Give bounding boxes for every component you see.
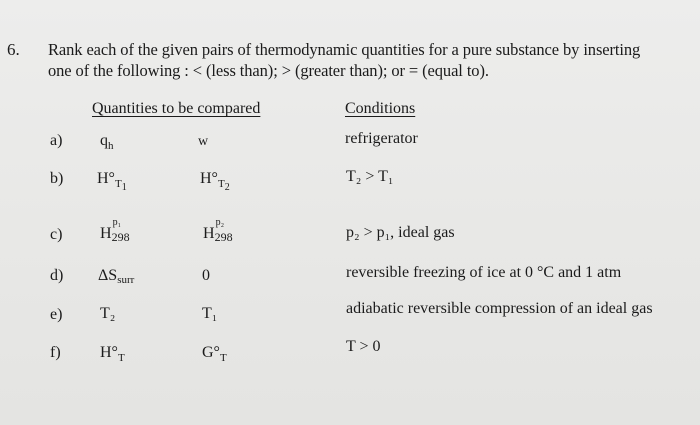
row-f-left-symbol: H° — [100, 344, 118, 361]
question-number: 6. — [7, 40, 20, 59]
row-label-a: a) — [50, 132, 63, 149]
row-label-c: c) — [50, 226, 63, 243]
row-d-right-quantity: 0 — [202, 267, 210, 284]
row-f-right-subscript: T — [219, 352, 227, 364]
row-f-condition: T > 0 — [346, 338, 381, 355]
row-c-left-subscript: 298 — [111, 230, 130, 244]
row-label-b: b) — [50, 170, 64, 187]
row-c-right-superscript: p₂ — [215, 217, 225, 228]
row-a-left-subscript: h — [108, 140, 114, 152]
row-b-right-symbol: H° — [200, 170, 218, 187]
row-d-left-quantity — [98, 267, 134, 286]
row-c-left-quantity — [100, 217, 142, 244]
row-label-f: f) — [50, 344, 61, 361]
row-a-left-symbol: q — [100, 132, 108, 149]
row-b-right-subscript: T — [217, 178, 225, 190]
quantities-header: Quantities to be compared — [92, 100, 261, 117]
row-b-left-quantity — [97, 170, 127, 193]
row-c-right-symbol: H — [203, 225, 215, 242]
row-e-condition: adiabatic reversible compression of an ideal gas — [346, 300, 653, 317]
row-b-left-symbol: H° — [97, 170, 115, 187]
row-f-right-quantity — [202, 344, 227, 364]
row-b-left-subscript-index: 1 — [121, 182, 127, 193]
row-f-right-symbol: G° — [202, 344, 220, 361]
row-label-e: e) — [50, 306, 63, 323]
row-c-left-symbol: H — [100, 225, 112, 242]
row-b-right-subscript-index: 2 — [224, 182, 230, 193]
row-c-left-superscript: p₁ — [112, 217, 122, 228]
row-a-right-quantity: w — [198, 134, 209, 149]
row-f-left-subscript: T — [117, 352, 125, 364]
row-b-condition: T₂ > T₁ — [346, 168, 394, 185]
row-c-right-subscript: 298 — [214, 230, 233, 244]
row-a-condition: refrigerator — [345, 130, 418, 147]
row-c-condition: p₂ > p₁, ideal gas — [346, 224, 455, 241]
conditions-header: Conditions — [345, 100, 416, 117]
row-b-right-quantity — [200, 170, 230, 193]
row-b-left-subscript: T — [114, 178, 122, 190]
row-d-left-symbol: ΔS — [98, 267, 118, 284]
question-text-line-1: Rank each of the given pairs of thermodynamic quantities for a pure substance by inserting — [48, 40, 641, 59]
row-f-left-quantity — [100, 344, 125, 364]
row-c-right-quantity — [203, 217, 245, 244]
row-e-left-quantity: T₂ — [100, 305, 116, 322]
question-text-line-2: one of the following : < (less than); > (greater than); or = (equal to). — [48, 61, 489, 80]
row-d-condition: reversible freezing of ice at 0 °C and 1 atm — [346, 264, 622, 281]
row-e-right-quantity: T₁ — [202, 305, 218, 322]
row-label-d: d) — [50, 267, 64, 284]
row-d-left-subscript: surr — [117, 274, 135, 286]
row-a-left-quantity — [100, 132, 114, 152]
